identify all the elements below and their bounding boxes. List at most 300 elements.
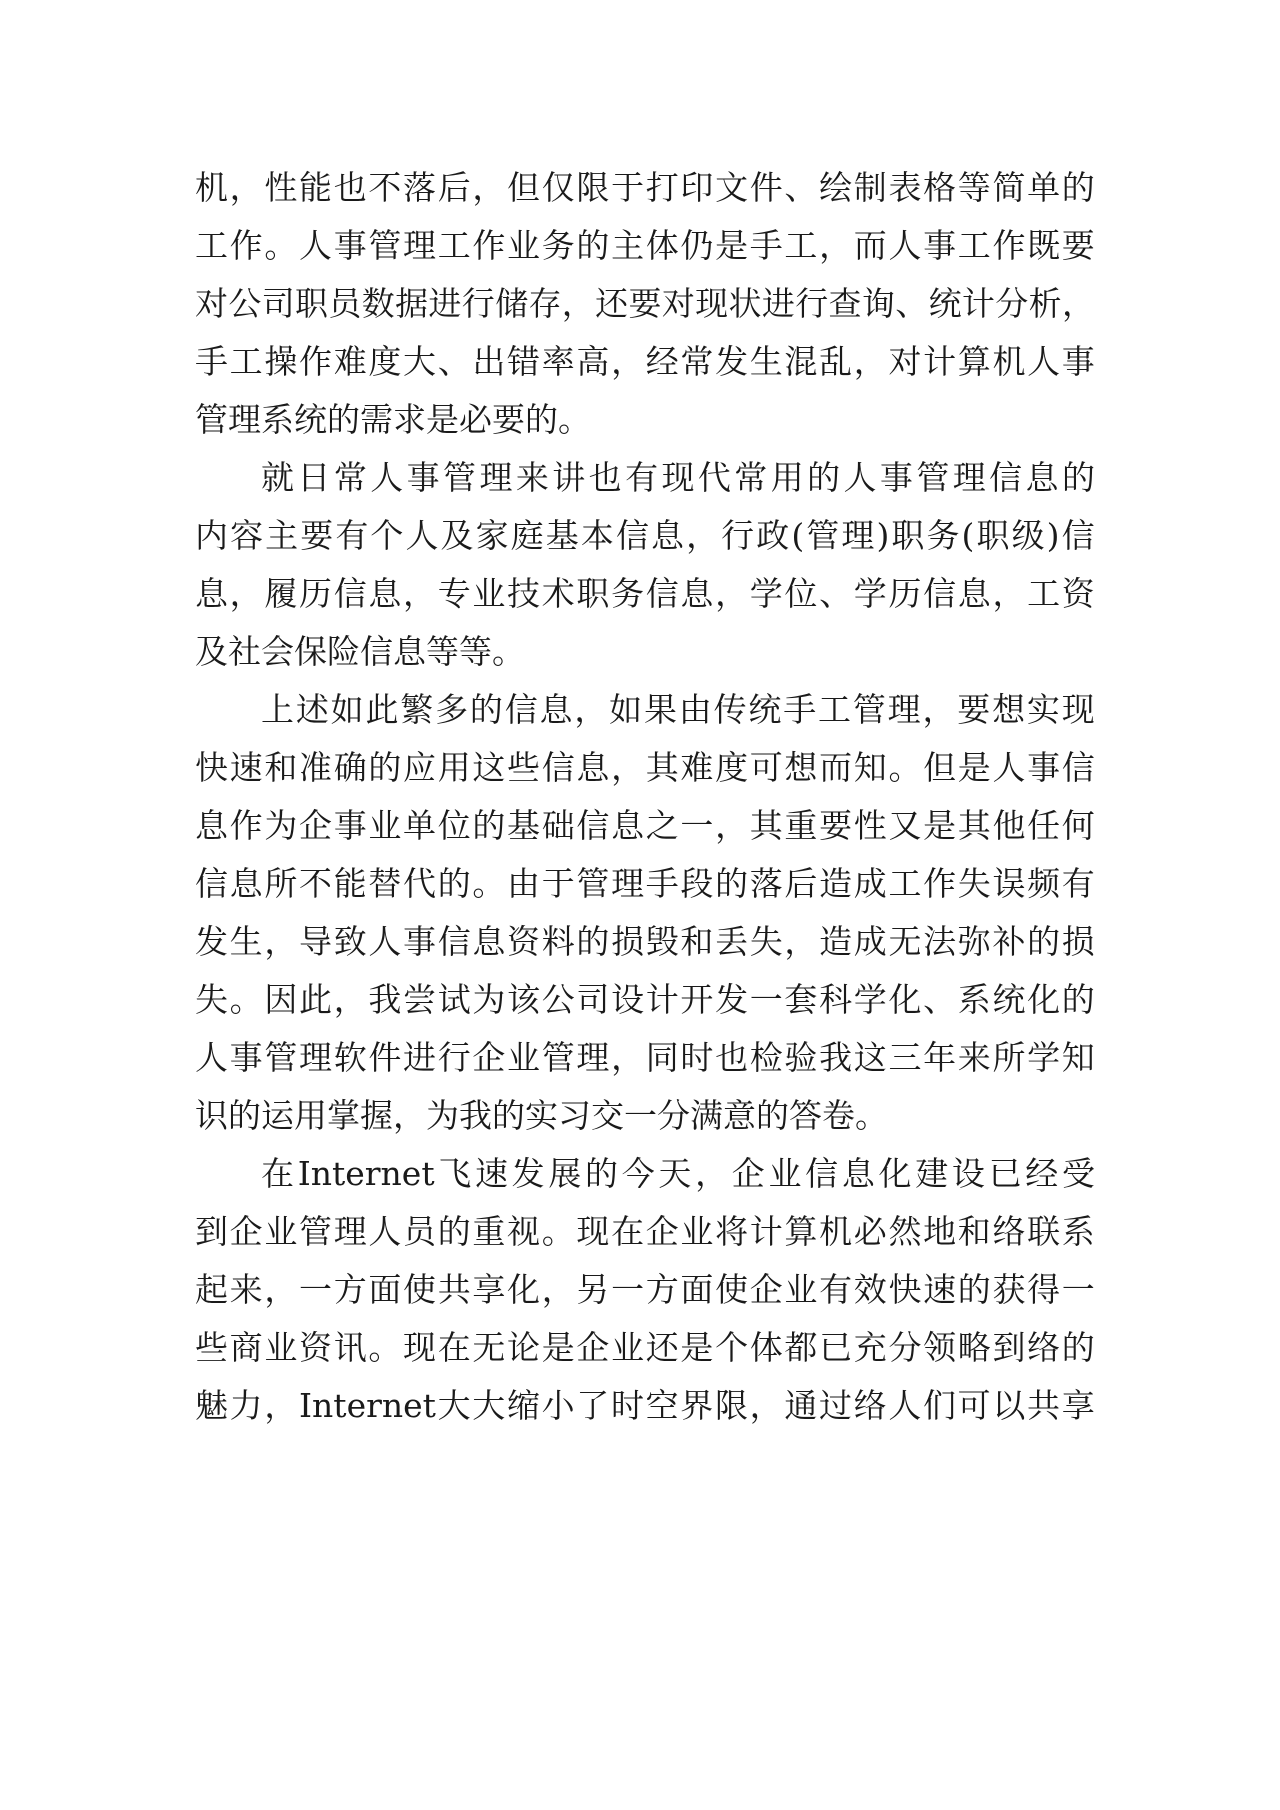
text-line: [195, 1087, 1095, 1145]
text-glyph: 一: [611, 1270, 645, 1309]
text-line: [195, 1145, 1095, 1203]
text-glyph: 的: [576, 226, 610, 265]
text-glyph: 信: [504, 690, 538, 729]
text-glyph: 化: [878, 1154, 912, 1193]
text-glyph: 一: [1061, 1270, 1095, 1309]
text-glyph: 系: [261, 400, 294, 439]
text-glyph: 务: [611, 574, 645, 613]
text-glyph: 行: [461, 284, 495, 323]
text-glyph: 络: [1027, 1328, 1061, 1367]
text-glyph: 事: [1061, 342, 1095, 381]
text-glyph: 信: [1061, 748, 1095, 787]
text-glyph: 上: [261, 690, 294, 729]
text-glyph: 知: [853, 748, 887, 787]
text-glyph: 是: [715, 226, 749, 265]
text-glyph: 实: [1026, 690, 1060, 729]
text-glyph: 工: [437, 226, 471, 265]
text-glyph: 工: [784, 226, 818, 265]
text-glyph: 进: [761, 284, 795, 323]
text-glyph: 果: [643, 690, 677, 729]
text-glyph: 息: [680, 574, 714, 613]
text-glyph: 件: [368, 1038, 402, 1077]
text-glyph: 管: [443, 458, 477, 497]
text-glyph: 公: [228, 284, 262, 323]
text-glyph: 及: [195, 632, 228, 671]
text-glyph: 建: [915, 1154, 949, 1193]
text-glyph: 络: [853, 1386, 887, 1425]
text-glyph: 无: [472, 1328, 506, 1367]
text-line: [195, 159, 1095, 217]
text-glyph: 和: [680, 922, 714, 961]
text-glyph: 司: [576, 980, 610, 1019]
text-glyph: 统: [748, 690, 782, 729]
text-glyph: 企: [299, 806, 333, 845]
text-glyph: 企: [576, 1328, 610, 1367]
text-glyph: 快: [888, 1270, 922, 1309]
text-glyph: 起: [195, 1270, 228, 1309]
text-glyph: 业: [264, 1212, 298, 1251]
text-glyph: 进: [428, 284, 462, 323]
text-glyph: 职: [576, 574, 610, 613]
text-glyph: 企: [472, 1038, 506, 1077]
text-glyph: 。: [888, 748, 922, 787]
text-glyph: 丢: [715, 922, 749, 961]
text-glyph: 快: [195, 748, 228, 787]
text-glyph: ，: [819, 226, 853, 265]
text-glyph: 事: [1027, 748, 1061, 787]
text-glyph: 度: [368, 342, 402, 381]
text-glyph: 的: [715, 864, 749, 903]
text-glyph: 套: [784, 980, 818, 1019]
text-glyph: 享: [472, 1270, 506, 1309]
text-glyph: ，: [715, 574, 749, 613]
text-glyph: 事: [403, 922, 437, 961]
text-glyph: 因: [264, 980, 298, 1019]
text-glyph: 此: [299, 980, 333, 1019]
text-glyph: 的: [1061, 1328, 1095, 1367]
text-glyph: 效: [853, 1270, 887, 1309]
text-glyph: 企: [229, 1212, 263, 1251]
text-glyph: 业: [768, 1154, 802, 1193]
text-glyph: 开: [680, 980, 714, 1019]
text-glyph: 是: [957, 748, 991, 787]
text-glyph: 会: [261, 632, 294, 671]
text-glyph: 充: [853, 1328, 887, 1367]
text-glyph: 个: [370, 516, 404, 555]
text-glyph: 无: [888, 922, 922, 961]
text-glyph: 大: [472, 1386, 506, 1425]
text-glyph: 检: [749, 1038, 783, 1077]
text-glyph: 的: [469, 690, 503, 729]
text-glyph: ，: [611, 342, 645, 381]
text-glyph: 工: [1027, 574, 1061, 613]
text-glyph: 人: [1027, 342, 1061, 381]
text-glyph: ，: [853, 342, 887, 381]
text-glyph: 询: [861, 284, 895, 323]
text-glyph: 事: [406, 458, 440, 497]
text-glyph: 及: [440, 516, 474, 555]
text-glyph: 据: [395, 284, 429, 323]
text-glyph: 要: [1061, 226, 1095, 265]
text-glyph: 对: [661, 284, 695, 323]
text-glyph: 地: [923, 1212, 957, 1251]
text-glyph: 信: [576, 806, 610, 845]
text-glyph: 可: [749, 748, 783, 787]
text-glyph: 而: [819, 748, 853, 787]
text-glyph: 企: [749, 1270, 783, 1309]
text-glyph: 面: [368, 1270, 402, 1309]
text-glyph: 络: [992, 1212, 1026, 1251]
text-glyph: 信: [195, 864, 228, 903]
text-glyph: 用: [437, 748, 471, 787]
text-glyph: 历: [299, 574, 333, 613]
text-glyph: ，: [229, 574, 263, 613]
text-glyph: 领: [923, 1328, 957, 1367]
text-glyph: 仍: [680, 226, 714, 265]
text-glyph: 联: [1027, 1212, 1061, 1251]
text-glyph: 讲: [552, 458, 586, 497]
text-glyph: 职: [976, 516, 1010, 555]
text-glyph: 机: [195, 168, 228, 207]
text-glyph: (: [791, 516, 805, 555]
text-glyph: 主: [265, 516, 299, 555]
text-glyph: 状: [728, 284, 762, 323]
text-glyph: 单: [1027, 168, 1061, 207]
text-glyph: 的: [585, 1154, 619, 1193]
text-glyph: 司: [261, 284, 295, 323]
text-glyph: 管: [806, 516, 840, 555]
text-line: [195, 623, 1095, 681]
text-glyph: 现: [403, 1328, 437, 1367]
text-glyph: 有: [335, 516, 369, 555]
text-glyph: ，: [333, 980, 367, 1019]
text-glyph: 一: [680, 806, 714, 845]
text-glyph: 享: [1061, 1386, 1095, 1425]
text-glyph: 理: [228, 400, 261, 439]
text-glyph: 也: [588, 458, 622, 497]
text-glyph: 想: [784, 748, 818, 787]
text-glyph: 数: [361, 284, 395, 323]
text-glyph: 难: [680, 748, 714, 787]
text-glyph: ，: [264, 1386, 298, 1425]
text-glyph: 常: [333, 458, 367, 497]
text-glyph: 想: [992, 690, 1026, 729]
text-glyph: 过: [818, 1386, 852, 1425]
text-glyph: 管: [852, 690, 886, 729]
text-glyph: 落: [749, 864, 783, 903]
text-glyph: 法: [923, 922, 957, 961]
text-glyph: ，: [922, 690, 956, 729]
text-glyph: 失: [957, 864, 991, 903]
text-glyph: ，: [264, 1270, 298, 1309]
text-glyph: 此: [365, 690, 399, 729]
text-glyph: 企: [731, 1154, 765, 1193]
text-glyph: 和: [957, 1212, 991, 1251]
text-glyph: 理: [576, 1038, 610, 1077]
text-glyph: 都: [784, 1328, 818, 1367]
text-glyph: 乱: [819, 342, 853, 381]
text-glyph: 操: [264, 342, 298, 381]
text-glyph: 生: [749, 342, 783, 381]
text-glyph: 用: [770, 458, 804, 497]
text-glyph: 今: [621, 1154, 655, 1193]
text-glyph: 替: [368, 864, 402, 903]
text-glyph: 仅: [541, 168, 575, 207]
text-line: [195, 1203, 1095, 1261]
text-glyph: 经: [645, 342, 679, 381]
text-line: [195, 217, 1095, 275]
text-glyph: Internet: [297, 1154, 435, 1193]
text-glyph: 毁: [645, 922, 679, 961]
text-glyph: 员: [328, 284, 362, 323]
text-glyph: 作: [472, 226, 506, 265]
text-glyph: 述: [295, 690, 329, 729]
text-glyph: 握: [360, 1096, 393, 1135]
text-glyph: 统: [992, 980, 1026, 1019]
text-glyph: ，: [686, 516, 720, 555]
text-glyph: 人: [368, 1212, 402, 1251]
text-glyph: 的: [228, 1096, 261, 1135]
text-glyph: 单: [403, 806, 437, 845]
text-glyph: 试: [437, 980, 471, 1019]
text-glyph: 信: [923, 574, 957, 613]
text-glyph: 人: [888, 226, 922, 265]
text-glyph: 界: [680, 1386, 714, 1425]
text-glyph: 到: [992, 1328, 1026, 1367]
text-glyph: 发: [715, 980, 749, 1019]
text-glyph: Internet: [299, 1386, 436, 1425]
text-glyph: 位: [437, 806, 471, 845]
text-glyph: 共: [437, 1270, 471, 1309]
text-glyph: 这: [472, 748, 506, 787]
text-glyph: 理: [952, 458, 986, 497]
text-glyph: ): [876, 516, 890, 555]
text-glyph: 段: [680, 864, 714, 903]
text-glyph: 识: [195, 1096, 228, 1135]
text-line: [195, 275, 1095, 333]
text-glyph: ，: [561, 284, 595, 323]
text-glyph: 缩: [506, 1386, 540, 1425]
text-glyph: 使: [403, 1270, 437, 1309]
text-glyph: 、: [437, 342, 471, 381]
text-glyph: 信: [437, 922, 471, 961]
text-glyph: 飞: [438, 1154, 472, 1193]
text-glyph: 简: [992, 168, 1026, 207]
text-glyph: 来: [515, 458, 549, 497]
text-glyph: 繁: [400, 690, 434, 729]
text-glyph: ，: [695, 1154, 729, 1193]
text-glyph: ，: [611, 1038, 645, 1077]
text-glyph: 在: [261, 1154, 294, 1193]
text-glyph: 方: [333, 1270, 367, 1309]
text-glyph: 科: [819, 980, 853, 1019]
text-glyph: 机: [819, 1212, 853, 1251]
text-glyph: 另: [576, 1270, 610, 1309]
text-glyph: 员: [403, 1212, 437, 1251]
text-glyph: 尝: [403, 980, 437, 1019]
text-glyph: 基: [507, 806, 541, 845]
text-glyph: 了: [576, 1386, 610, 1425]
text-glyph: 要: [628, 284, 662, 323]
text-glyph: 速: [923, 1270, 957, 1309]
text-glyph: 的: [1061, 980, 1095, 1019]
text-glyph: 重: [784, 806, 818, 845]
text-glyph: 统: [928, 284, 962, 323]
text-glyph: 的: [437, 1212, 471, 1251]
text-glyph: 、: [923, 980, 957, 1019]
text-line: [195, 1319, 1095, 1377]
text-glyph: 造: [819, 864, 853, 903]
text-glyph: 同: [645, 1038, 679, 1077]
text-glyph: ，: [1061, 284, 1095, 323]
text-glyph: 但: [507, 168, 541, 207]
text-glyph: 答: [789, 1096, 822, 1135]
text-glyph: 是: [426, 400, 459, 439]
text-glyph: 职: [295, 284, 329, 323]
text-glyph: 事: [229, 1038, 263, 1077]
text-glyph: 行: [721, 516, 755, 555]
text-glyph: 何: [1061, 806, 1095, 845]
text-glyph: 设: [951, 1154, 985, 1193]
text-glyph: 。: [264, 226, 298, 265]
text-glyph: 作: [992, 226, 1026, 265]
text-glyph: 验: [784, 1038, 818, 1077]
text-glyph: ，: [541, 1270, 575, 1309]
text-glyph: 该: [507, 980, 541, 1019]
text-glyph: ，: [574, 690, 608, 729]
text-glyph: 一: [749, 980, 783, 1019]
text-glyph: 人: [843, 458, 877, 497]
text-glyph: 运: [261, 1096, 294, 1135]
text-glyph: 学: [853, 980, 887, 1019]
text-glyph: 错: [507, 342, 541, 381]
text-glyph: 内: [195, 516, 228, 555]
text-glyph: 。: [855, 1096, 888, 1135]
text-glyph: 息: [229, 864, 263, 903]
text-glyph: 理: [887, 690, 921, 729]
text-glyph: 获: [992, 1270, 1026, 1309]
text-glyph: 进: [403, 1038, 437, 1077]
text-glyph: 的: [472, 806, 506, 845]
text-glyph: ，: [749, 1386, 783, 1425]
text-glyph: 天: [658, 1154, 692, 1193]
text-glyph: 工: [818, 690, 851, 729]
text-glyph: 就: [261, 458, 294, 497]
text-glyph: 信: [541, 748, 575, 787]
text-glyph: 必: [853, 1212, 887, 1251]
text-glyph: 政: [756, 516, 790, 555]
text-glyph: 出: [472, 342, 506, 381]
text-glyph: 大: [437, 1386, 471, 1425]
text-glyph: 息: [368, 574, 402, 613]
text-glyph: 软: [333, 1038, 367, 1077]
text-line: [195, 449, 1095, 507]
text-glyph: 信: [1061, 516, 1095, 555]
text-glyph: 我: [368, 980, 402, 1019]
text-glyph: 对: [195, 284, 228, 323]
text-glyph: 作: [299, 342, 333, 381]
text-glyph: 代: [697, 458, 731, 497]
text-glyph: 知: [1061, 1038, 1095, 1077]
text-glyph: 息: [957, 574, 991, 613]
text-glyph: 务: [541, 226, 575, 265]
text-glyph: 级: [1011, 516, 1045, 555]
text-glyph: 失: [195, 980, 228, 1019]
text-glyph: 而: [853, 226, 887, 265]
text-glyph: 业: [368, 806, 402, 845]
text-glyph: 率: [541, 342, 575, 381]
text-line: [195, 1029, 1095, 1087]
text-glyph: 础: [541, 806, 575, 845]
text-glyph: 掌: [327, 1096, 360, 1135]
text-glyph: 务: [926, 516, 960, 555]
text-glyph: 信: [989, 458, 1023, 497]
text-glyph: 息: [1025, 458, 1059, 497]
text-glyph: 管: [299, 1212, 333, 1251]
text-glyph: 要: [492, 400, 525, 439]
text-glyph: 损: [1061, 922, 1095, 961]
text-glyph: 件: [749, 168, 783, 207]
text-glyph: 资: [1061, 574, 1095, 613]
text-glyph: 学: [853, 574, 887, 613]
text-glyph: 混: [784, 342, 818, 381]
text-glyph: 方: [645, 1270, 679, 1309]
text-glyph: 之: [645, 806, 679, 845]
text-glyph: 历: [888, 574, 922, 613]
text-glyph: 在: [611, 1212, 645, 1251]
text-glyph: 时: [610, 1386, 644, 1425]
text-glyph: 。: [472, 864, 506, 903]
text-glyph: 和: [264, 748, 298, 787]
text-glyph: 工: [888, 864, 922, 903]
text-glyph: 使: [715, 1270, 749, 1309]
text-glyph: 对: [888, 342, 922, 381]
text-glyph: 化: [888, 980, 922, 1019]
text-glyph: 发: [715, 342, 749, 381]
text-glyph: 管: [264, 1038, 298, 1077]
text-glyph: 来: [229, 1270, 263, 1309]
text-glyph: 是: [923, 806, 957, 845]
text-glyph: 限: [714, 1386, 748, 1425]
text-glyph: 的: [1061, 168, 1095, 207]
text-glyph: 的: [368, 748, 402, 787]
text-glyph: 的: [756, 1096, 789, 1135]
text-glyph: 业: [264, 1328, 298, 1367]
text-glyph: 业: [680, 1212, 714, 1251]
text-glyph: 理: [841, 516, 875, 555]
text-glyph: 业: [507, 226, 541, 265]
text-glyph: 事: [923, 226, 957, 265]
text-glyph: 本: [580, 516, 614, 555]
text-glyph: 算: [957, 342, 991, 381]
text-glyph: 的: [437, 864, 471, 903]
text-glyph: ，: [992, 574, 1026, 613]
text-line: [195, 565, 1095, 623]
text-glyph: 任: [1027, 806, 1061, 845]
body-text: [195, 159, 1095, 1435]
text-glyph: 工: [957, 226, 991, 265]
text-glyph: 手: [749, 226, 783, 265]
text-glyph: 于: [541, 864, 575, 903]
text-glyph: 日: [297, 458, 331, 497]
text-glyph: 人: [888, 1386, 922, 1425]
text-line: [195, 333, 1095, 391]
text-glyph: 所: [992, 1038, 1026, 1077]
text-glyph: 理: [479, 458, 513, 497]
text-glyph: 理: [299, 1038, 333, 1077]
text-glyph: 性: [853, 806, 887, 845]
text-glyph: 信: [615, 516, 649, 555]
